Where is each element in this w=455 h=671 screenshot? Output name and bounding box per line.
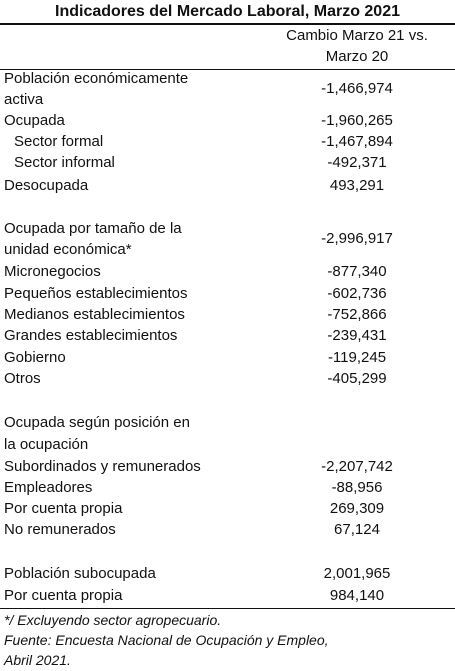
row-value: -492,371 <box>327 154 387 171</box>
row-label: Por cuenta propia <box>4 500 123 517</box>
table-row <box>0 152 455 173</box>
row-label: Subordinados y remunerados <box>4 458 201 475</box>
table-row <box>0 347 455 368</box>
table-row <box>0 261 455 282</box>
row-label: Ocupada <box>4 112 65 129</box>
row-label: Sector formal <box>14 133 104 150</box>
table-row <box>0 68 455 110</box>
column-header <box>262 25 452 67</box>
table-row <box>0 585 455 606</box>
footnote-exclusion: */ Excluyendo sector agropecuario. <box>4 612 222 628</box>
table-row <box>0 131 455 152</box>
row-label: Desocupada <box>4 177 89 194</box>
table-row <box>0 110 455 131</box>
table-row <box>0 519 455 540</box>
footnote-date: Abril 2021. <box>4 652 71 668</box>
row-label: Población económicamente activa <box>4 70 189 108</box>
table-row <box>0 477 455 498</box>
table-row <box>0 325 455 346</box>
row-value: -1,467,894 <box>321 133 393 150</box>
table-row <box>0 412 455 456</box>
row-value: -1,466,974 <box>321 80 393 97</box>
row-value: 2,001,965 <box>323 565 391 582</box>
column-header-line-2: Marzo 20 <box>325 48 389 65</box>
row-value: -119,245 <box>327 349 387 366</box>
row-value: 269,309 <box>329 500 385 517</box>
row-value: -2,207,742 <box>321 458 393 475</box>
row-value: -877,340 <box>327 263 387 280</box>
row-label: No remunerados <box>4 521 116 538</box>
row-label: Pequeños establecimientos <box>4 285 188 302</box>
row-value: 67,124 <box>334 521 380 538</box>
row-label: Por cuenta propia <box>4 587 123 604</box>
row-label: Sector informal <box>14 154 115 171</box>
row-label: Medianos establecimientos <box>4 306 185 323</box>
row-label: Población subocupada <box>4 565 156 582</box>
table-row <box>0 563 455 584</box>
row-value: -602,736 <box>327 285 387 302</box>
table-row <box>0 368 455 389</box>
column-header-line-1: Cambio Marzo 21 vs. <box>286 27 428 44</box>
row-value: -2,996,917 <box>321 230 393 247</box>
row-label: Ocupada según posición en la ocupación <box>4 414 190 453</box>
row-value: -88,956 <box>331 479 383 496</box>
table-row <box>0 498 455 519</box>
footnote-source: Fuente: Encuesta Nacional de Ocupación y Empleo, <box>4 632 329 648</box>
table-title: Indicadores del Mercado Laboral, Marzo 2021 <box>55 3 400 20</box>
row-value: -1,960,265 <box>321 112 393 129</box>
row-label: Ocupada por tamaño de la unidad económica* <box>4 220 182 258</box>
table-row <box>0 304 455 325</box>
row-value: 984,140 <box>329 587 385 604</box>
bottom-rule <box>0 608 455 609</box>
row-value: -405,299 <box>327 370 387 387</box>
table-row <box>0 218 455 260</box>
row-value: 493,291 <box>329 177 385 194</box>
table-row <box>0 283 455 304</box>
row-value: -239,431 <box>327 327 387 344</box>
row-value: -752,866 <box>327 306 387 323</box>
table-row <box>0 456 455 477</box>
row-label: Otros <box>4 370 41 387</box>
table-row <box>0 175 455 196</box>
row-label: Gobierno <box>4 349 66 366</box>
row-label: Empleadores <box>4 479 93 496</box>
row-label: Micronegocios <box>4 263 101 280</box>
row-label: Grandes establecimientos <box>4 327 178 344</box>
